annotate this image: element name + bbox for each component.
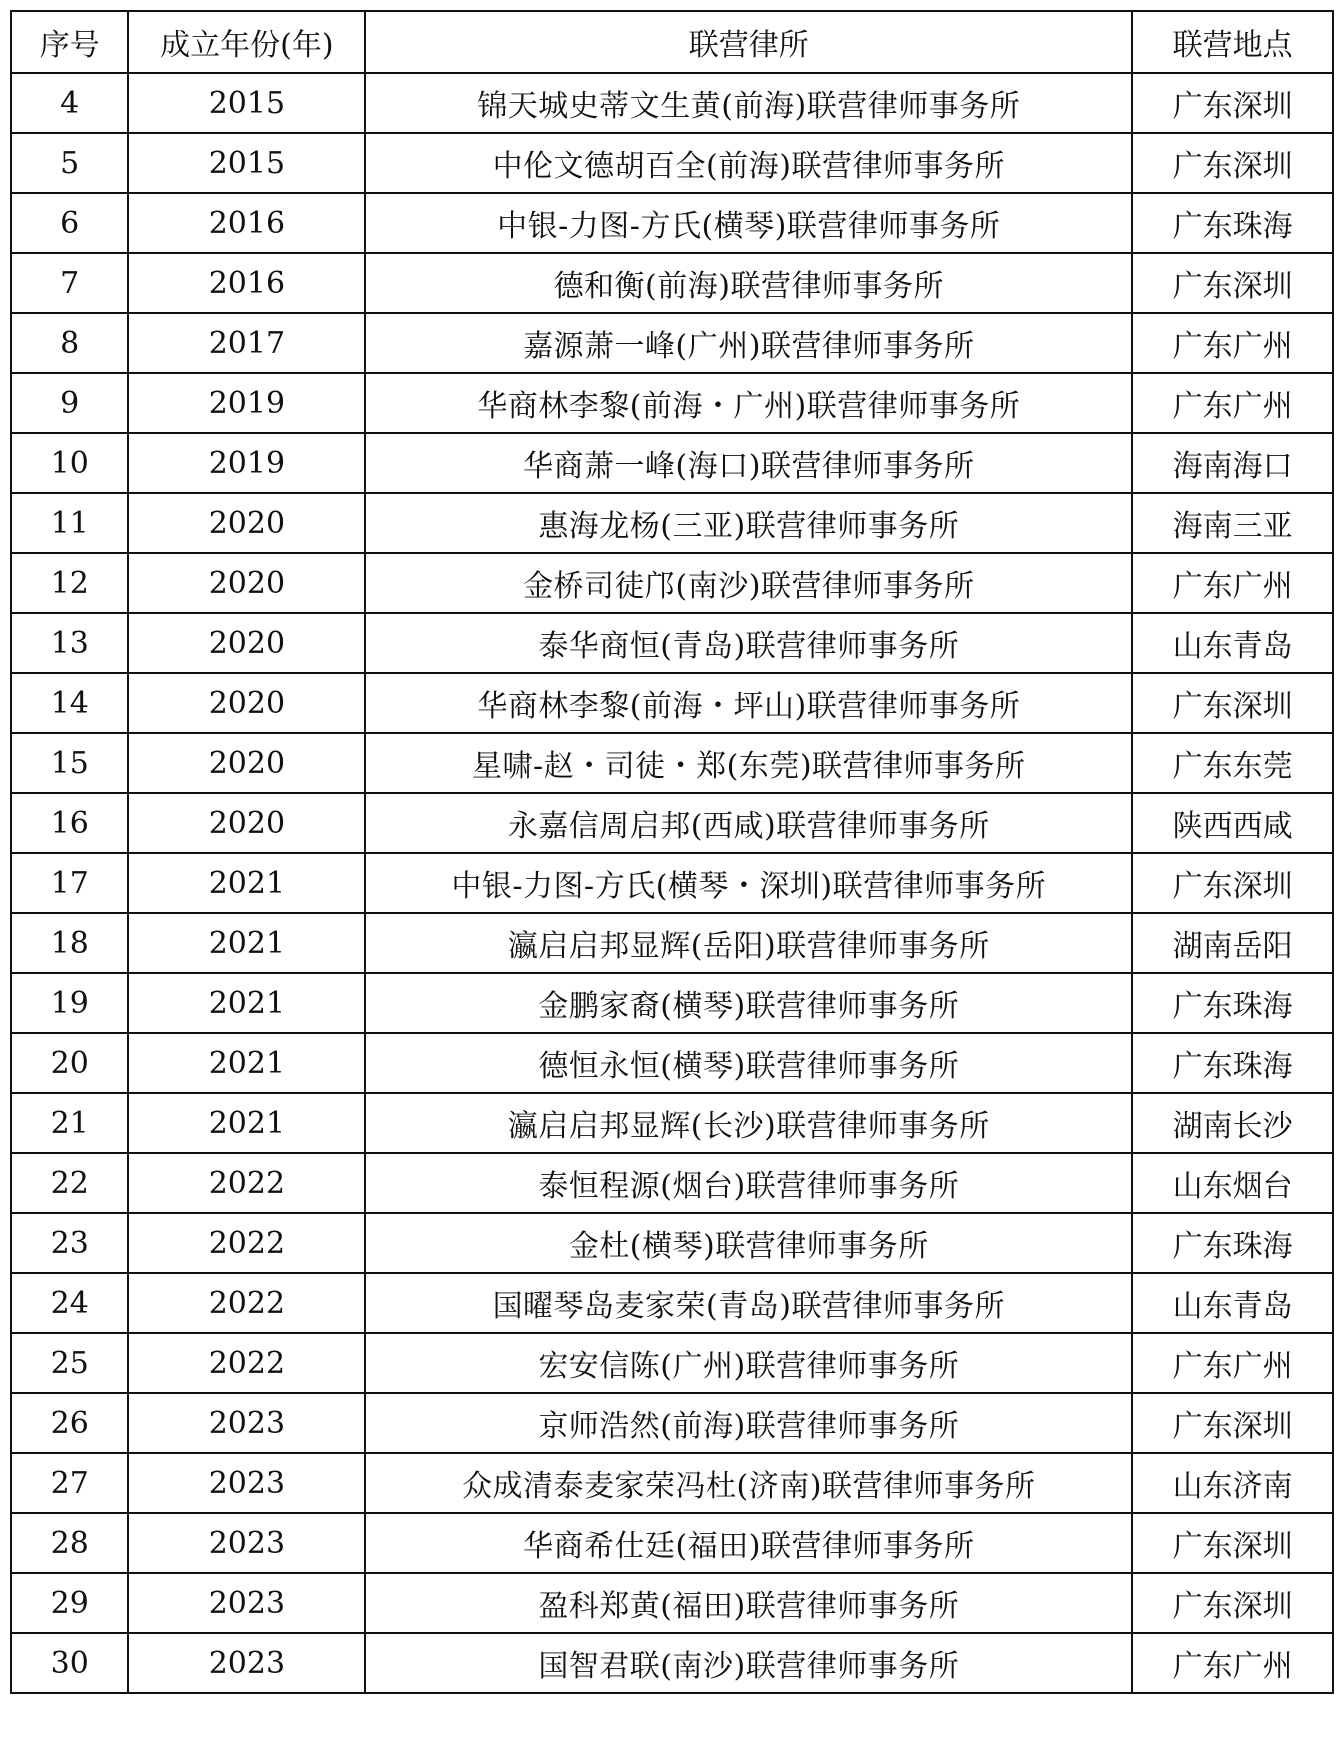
cell-location: 广东珠海 — [1132, 193, 1333, 253]
cell-location: 广东广州 — [1132, 553, 1333, 613]
cell-year: 2023 — [128, 1513, 365, 1573]
table-row — [11, 793, 1333, 853]
cell-location: 山东烟台 — [1132, 1153, 1333, 1213]
cell-location: 广东广州 — [1132, 1333, 1333, 1393]
cell-location: 广东珠海 — [1132, 973, 1333, 1033]
table-row — [11, 1273, 1333, 1333]
table-row — [11, 1513, 1333, 1573]
cell-location: 广东深圳 — [1132, 1573, 1333, 1633]
table-row — [11, 253, 1333, 313]
table-body — [11, 73, 1333, 1693]
cell-year: 2022 — [128, 1153, 365, 1213]
cell-firm: 中伦文德胡百全(前海)联营律师事务所 — [365, 133, 1132, 193]
cell-year: 2023 — [128, 1453, 365, 1513]
cell-location: 山东济南 — [1132, 1453, 1333, 1513]
cell-seq: 25 — [11, 1333, 128, 1393]
cell-location: 广东深圳 — [1132, 133, 1333, 193]
cell-location: 广东深圳 — [1132, 673, 1333, 733]
table-row — [11, 1153, 1333, 1213]
table-header — [11, 11, 1333, 73]
cell-seq: 27 — [11, 1453, 128, 1513]
cell-firm: 永嘉信周启邦(西咸)联营律师事务所 — [365, 793, 1132, 853]
cell-seq: 16 — [11, 793, 128, 853]
table-row — [11, 1453, 1333, 1513]
table-row — [11, 133, 1333, 193]
table-row — [11, 733, 1333, 793]
cell-location: 广东广州 — [1132, 313, 1333, 373]
cell-location: 山东青岛 — [1132, 1273, 1333, 1333]
cell-seq: 11 — [11, 493, 128, 553]
table-row — [11, 973, 1333, 1033]
cell-seq: 14 — [11, 673, 128, 733]
cell-location: 广东深圳 — [1132, 253, 1333, 313]
cell-year: 2022 — [128, 1213, 365, 1273]
cell-year: 2021 — [128, 853, 365, 913]
cell-firm: 瀛启启邦显辉(岳阳)联营律师事务所 — [365, 913, 1132, 973]
table-row — [11, 853, 1333, 913]
cell-seq: 26 — [11, 1393, 128, 1453]
table-row — [11, 1333, 1333, 1393]
cell-seq: 21 — [11, 1093, 128, 1153]
cell-seq: 4 — [11, 73, 128, 133]
table-row — [11, 1633, 1333, 1693]
cell-seq: 28 — [11, 1513, 128, 1573]
table-row — [11, 73, 1333, 133]
cell-location: 广东广州 — [1132, 1633, 1333, 1693]
cell-year: 2015 — [128, 73, 365, 133]
cell-location: 广东深圳 — [1132, 853, 1333, 913]
cell-location: 广东深圳 — [1132, 1513, 1333, 1573]
cell-firm: 金桥司徒邝(南沙)联营律师事务所 — [365, 553, 1132, 613]
cell-firm: 嘉源萧一峰(广州)联营律师事务所 — [365, 313, 1132, 373]
cell-seq: 18 — [11, 913, 128, 973]
cell-year: 2021 — [128, 913, 365, 973]
table-row — [11, 313, 1333, 373]
cell-firm: 华商林李黎(前海・坪山)联营律师事务所 — [365, 673, 1132, 733]
cell-firm: 锦天城史蒂文生黄(前海)联营律师事务所 — [365, 73, 1132, 133]
cell-year: 2015 — [128, 133, 365, 193]
cell-seq: 9 — [11, 373, 128, 433]
cell-location: 广东东莞 — [1132, 733, 1333, 793]
cell-location: 广东深圳 — [1132, 73, 1333, 133]
cell-location: 广东珠海 — [1132, 1033, 1333, 1093]
cell-year: 2020 — [128, 493, 365, 553]
table-row — [11, 373, 1333, 433]
cell-seq: 30 — [11, 1633, 128, 1693]
cell-firm: 国智君联(南沙)联营律师事务所 — [365, 1633, 1132, 1693]
cell-location: 湖南长沙 — [1132, 1093, 1333, 1153]
cell-firm: 德恒永恒(横琴)联营律师事务所 — [365, 1033, 1132, 1093]
cell-firm: 惠海龙杨(三亚)联营律师事务所 — [365, 493, 1132, 553]
table-row — [11, 1213, 1333, 1273]
cell-location: 海南海口 — [1132, 433, 1333, 493]
cell-year: 2020 — [128, 733, 365, 793]
cell-seq: 15 — [11, 733, 128, 793]
table-row — [11, 913, 1333, 973]
cell-firm: 泰恒程源(烟台)联营律师事务所 — [365, 1153, 1132, 1213]
cell-year: 2020 — [128, 613, 365, 673]
cell-year: 2017 — [128, 313, 365, 373]
cell-seq: 24 — [11, 1273, 128, 1333]
header-firm: 联营律所 — [365, 11, 1132, 73]
cell-firm: 泰华商恒(青岛)联营律师事务所 — [365, 613, 1132, 673]
cell-firm: 金鹏家裔(横琴)联营律师事务所 — [365, 973, 1132, 1033]
cell-location: 广东深圳 — [1132, 1393, 1333, 1453]
cell-firm: 中银-力图-方氏(横琴・深圳)联营律师事务所 — [365, 853, 1132, 913]
cell-year: 2020 — [128, 673, 365, 733]
table-row — [11, 553, 1333, 613]
cell-year: 2022 — [128, 1273, 365, 1333]
cell-year: 2023 — [128, 1573, 365, 1633]
cell-year: 2020 — [128, 793, 365, 853]
table-row — [11, 1393, 1333, 1453]
cell-seq: 8 — [11, 313, 128, 373]
cell-seq: 19 — [11, 973, 128, 1033]
table-row — [11, 613, 1333, 673]
cell-seq: 5 — [11, 133, 128, 193]
cell-firm: 星啸-赵・司徒・郑(东莞)联营律师事务所 — [365, 733, 1132, 793]
table-row — [11, 433, 1333, 493]
cell-year: 2019 — [128, 373, 365, 433]
cell-firm: 金杜(横琴)联营律师事务所 — [365, 1213, 1132, 1273]
cell-seq: 17 — [11, 853, 128, 913]
cell-firm: 中银-力图-方氏(横琴)联营律师事务所 — [365, 193, 1132, 253]
table-row — [11, 1033, 1333, 1093]
cell-location: 广东广州 — [1132, 373, 1333, 433]
cell-seq: 12 — [11, 553, 128, 613]
cell-seq: 22 — [11, 1153, 128, 1213]
table-row — [11, 193, 1333, 253]
cell-seq: 23 — [11, 1213, 128, 1273]
cell-firm: 德和衡(前海)联营律师事务所 — [365, 253, 1132, 313]
table-row — [11, 1093, 1333, 1153]
header-location: 联营地点 — [1132, 11, 1333, 73]
cell-year: 2021 — [128, 1033, 365, 1093]
cell-seq: 13 — [11, 613, 128, 673]
cell-year: 2021 — [128, 1093, 365, 1153]
cell-year: 2021 — [128, 973, 365, 1033]
cell-year: 2023 — [128, 1393, 365, 1453]
cell-location: 陕西西咸 — [1132, 793, 1333, 853]
cell-firm: 盈科郑黄(福田)联营律师事务所 — [365, 1573, 1132, 1633]
header-seq: 序号 — [11, 11, 128, 73]
cell-year: 2020 — [128, 553, 365, 613]
law-firm-table — [10, 10, 1334, 1694]
cell-firm: 宏安信陈(广州)联营律师事务所 — [365, 1333, 1132, 1393]
cell-location: 山东青岛 — [1132, 613, 1333, 673]
cell-year: 2016 — [128, 253, 365, 313]
cell-location: 广东珠海 — [1132, 1213, 1333, 1273]
cell-firm: 众成清泰麦家荣冯杜(济南)联营律师事务所 — [365, 1453, 1132, 1513]
cell-location: 湖南岳阳 — [1132, 913, 1333, 973]
table-row — [11, 1573, 1333, 1633]
header-row — [11, 11, 1333, 73]
cell-location: 海南三亚 — [1132, 493, 1333, 553]
cell-seq: 10 — [11, 433, 128, 493]
table-row — [11, 493, 1333, 553]
cell-year: 2016 — [128, 193, 365, 253]
cell-seq: 7 — [11, 253, 128, 313]
cell-firm: 华商萧一峰(海口)联营律师事务所 — [365, 433, 1132, 493]
cell-year: 2022 — [128, 1333, 365, 1393]
cell-firm: 京师浩然(前海)联营律师事务所 — [365, 1393, 1132, 1453]
cell-firm: 瀛启启邦显辉(长沙)联营律师事务所 — [365, 1093, 1132, 1153]
cell-seq: 29 — [11, 1573, 128, 1633]
cell-year: 2019 — [128, 433, 365, 493]
cell-seq: 20 — [11, 1033, 128, 1093]
cell-seq: 6 — [11, 193, 128, 253]
cell-firm: 国曜琴岛麦家荣(青岛)联营律师事务所 — [365, 1273, 1132, 1333]
cell-firm: 华商林李黎(前海・广州)联营律师事务所 — [365, 373, 1132, 433]
cell-firm: 华商希仕廷(福田)联营律师事务所 — [365, 1513, 1132, 1573]
table-row — [11, 673, 1333, 733]
header-year: 成立年份(年) — [128, 11, 365, 73]
cell-year: 2023 — [128, 1633, 365, 1693]
